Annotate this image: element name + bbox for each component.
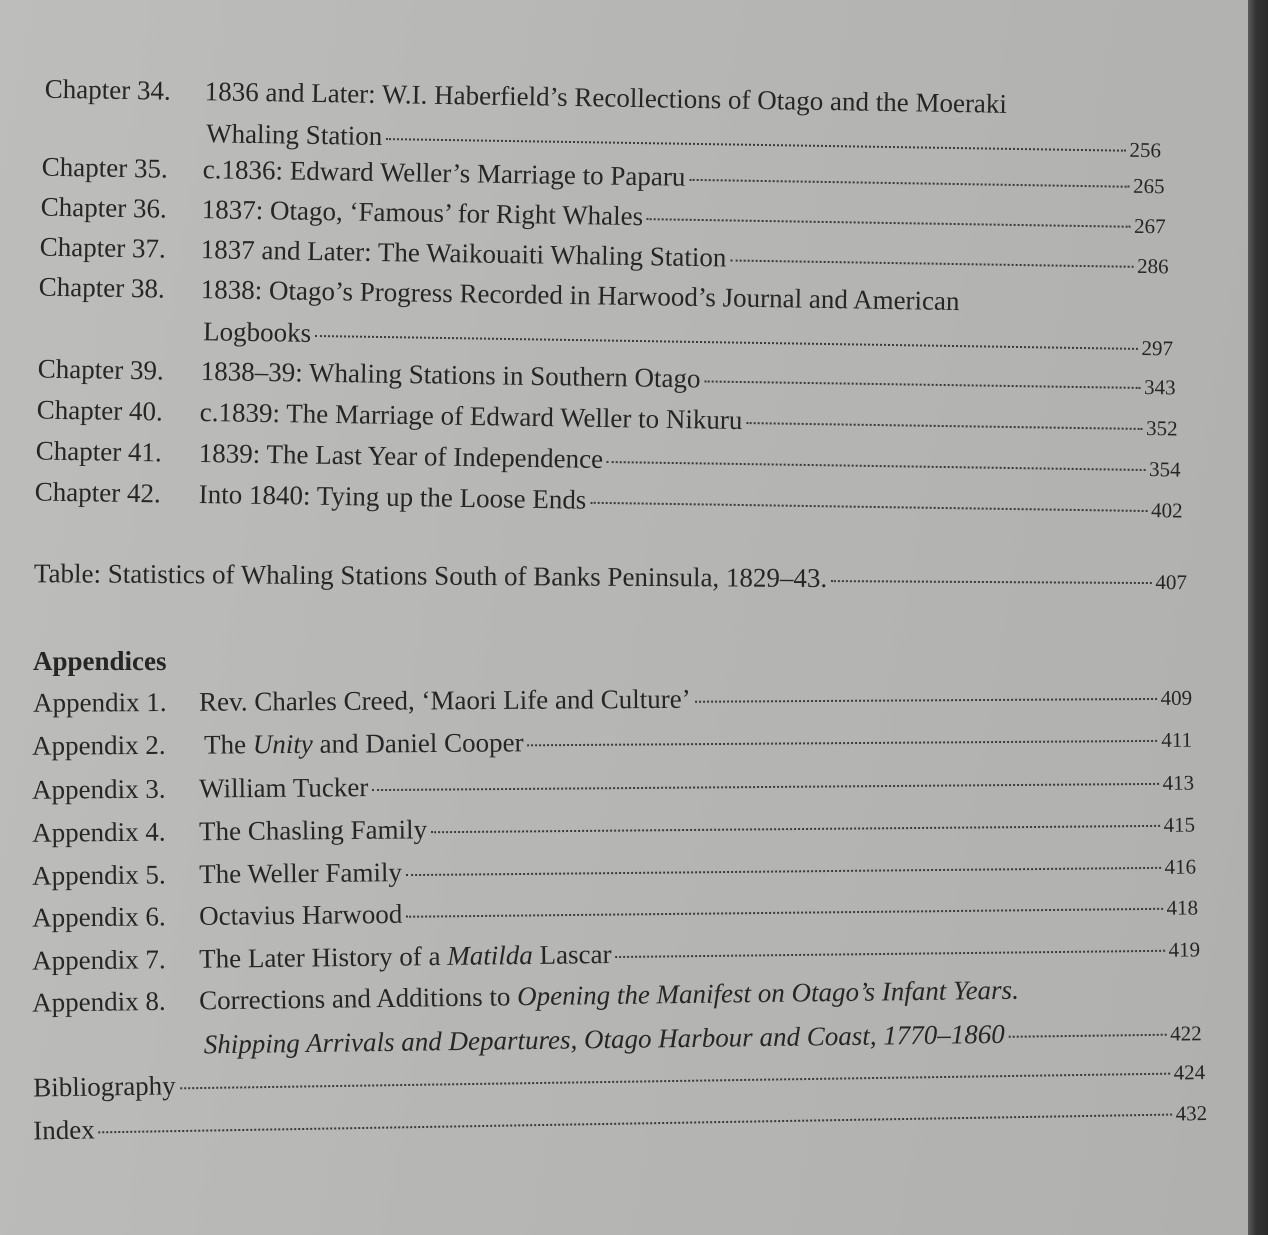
dot-leader — [831, 580, 1151, 584]
page-number: 422 — [1170, 1021, 1202, 1046]
chapter-title-text: 1837: Otago, ‘Famous’ for Right Whales — [201, 194, 644, 232]
chapter-title-text: 1838–39: Whaling Stations in Southern Otago — [200, 355, 701, 394]
appendix-label: Appendix 8. — [31, 985, 166, 1018]
chapter-title-line1: 1836 and Later: W.I. Haberfield’s Recollections of Otago and the Moeraki — [204, 76, 1008, 119]
chapter-title-text: c.1836: Edward Weller’s Marriage to Paparu — [202, 154, 686, 192]
dot-leader — [730, 259, 1133, 267]
appendix-title-text — [204, 729, 524, 758]
page-number: 409 — [1160, 685, 1193, 710]
dot-leader — [528, 740, 1158, 746]
page-number: 354 — [1148, 457, 1181, 482]
page-number: 256 — [1129, 137, 1162, 163]
table-title-text: Table: Statistics of Whaling Stations South of Banks Peninsula, 1829–43. — [33, 558, 828, 594]
page-number: 286 — [1136, 253, 1169, 279]
appendix-title-text: The Chasling Family — [198, 814, 428, 847]
page-number: 265 — [1132, 173, 1165, 199]
chapter-title-text: Into 1840: Tying up the Loose Ends — [198, 478, 587, 515]
page-number: 419 — [1168, 937, 1201, 962]
toc-entry-appendix-5[interactable] — [0, 851, 1248, 897]
dot-leader — [431, 825, 1160, 833]
chapter-title-text: Whaling Station — [205, 118, 383, 152]
index-text: Index — [32, 1114, 95, 1146]
page-number: 424 — [1173, 1060, 1206, 1085]
dot-leader — [746, 422, 1142, 430]
appendix-label: Appendix 1. — [32, 686, 167, 718]
chapter-label: Chapter 40. — [36, 394, 163, 427]
title-prefix: The Later History of a — [198, 940, 448, 974]
appendix-label: Appendix 7. — [31, 944, 166, 976]
appendix-title — [199, 934, 1200, 972]
ship-name: Unity — [252, 728, 313, 760]
page-number: 415 — [1163, 812, 1196, 837]
appendix-title-text: Shipping Arrivals and Departures, Otago Harbour and Coast, 1770–1860 — [203, 1018, 1005, 1060]
dot-leader — [1009, 1034, 1166, 1038]
toc-entry-appendix-1[interactable] — [0, 682, 1248, 724]
chapter-title — [199, 396, 1178, 441]
dot-leader — [647, 218, 1130, 228]
book-title: Opening the Manifest on Otago’s Infant Years. — [516, 974, 1020, 1012]
chapter-label: Chapter 34. — [44, 73, 171, 106]
chapter-title — [198, 437, 1181, 482]
page-number: 267 — [1133, 213, 1166, 239]
dot-leader — [386, 138, 1125, 152]
toc-entry-appendix-3[interactable] — [0, 767, 1248, 811]
toc-entry-appendix-8[interactable] — [0, 974, 1248, 1070]
dot-leader — [406, 908, 1162, 918]
appendix-title — [204, 725, 1192, 759]
appendix-title — [199, 810, 1195, 846]
table-title — [34, 560, 1187, 594]
page-number: 297 — [1141, 335, 1174, 361]
appendix-label: Appendix 5. — [31, 859, 166, 891]
dot-leader — [372, 783, 1158, 791]
appendix-title-line2 — [204, 1018, 1202, 1058]
page-number: 413 — [1162, 770, 1195, 795]
appendix-label: Appendix 3. — [31, 773, 166, 805]
chapter-title-line2 — [203, 318, 1173, 360]
chapter-title-text: Logbooks — [202, 316, 312, 348]
dot-leader — [689, 179, 1129, 188]
page-number: 416 — [1164, 854, 1197, 879]
chapter-label: Chapter 38. — [38, 271, 165, 304]
appendix-title-text: William Tucker — [198, 772, 369, 804]
title-suffix: Lascar — [532, 939, 612, 970]
page-number: 432 — [1175, 1100, 1208, 1126]
appendix-label: Appendix 2. — [31, 729, 166, 761]
dot-leader — [607, 461, 1145, 471]
dot-leader — [180, 1073, 1170, 1090]
chapter-label: Chapter 42. — [34, 476, 161, 509]
page-number: 418 — [1166, 895, 1199, 920]
appendix-title-text — [199, 941, 612, 973]
page-number: 402 — [1150, 498, 1183, 523]
appendix-title-line1 — [198, 974, 1020, 1016]
appendix-title — [199, 683, 1192, 716]
appendix-title-text: Rev. Charles Creed, ‘Maori Life and Culture’ — [198, 683, 691, 717]
title-suffix: and Daniel Cooper — [312, 727, 524, 759]
appendix-title — [199, 768, 1194, 803]
appendix-title — [199, 852, 1196, 889]
chapter-label: Chapter 35. — [41, 151, 168, 184]
dot-leader — [615, 950, 1164, 958]
chapter-label: Chapter 41. — [35, 435, 162, 468]
chapter-title-text: c.1839: The Marriage of Edward Weller to Nikuru — [199, 396, 743, 436]
dot-leader — [704, 380, 1140, 388]
dot-leader — [406, 867, 1161, 876]
page-number: 343 — [1143, 374, 1176, 400]
page-number: 352 — [1145, 416, 1178, 441]
toc-entry-appendix-7[interactable] — [0, 934, 1248, 982]
page-number: 411 — [1161, 727, 1193, 752]
dot-leader — [590, 502, 1147, 512]
page-edge-shadow — [1248, 0, 1268, 1235]
toc-entry-appendix-6[interactable] — [0, 892, 1248, 939]
appendix-title-text: Octavius Harwood — [198, 898, 403, 931]
title-prefix: Corrections and Additions to — [198, 981, 518, 1016]
chapter-title-text: 1839: The Last Year of Independence — [198, 437, 604, 474]
page-number: 407 — [1155, 570, 1187, 595]
chapter-label: Chapter 39. — [37, 353, 164, 386]
appendix-title-text: The Weller Family — [198, 857, 403, 890]
appendix-label: Appendix 6. — [31, 901, 166, 933]
chapter-title — [198, 478, 1183, 523]
title-prefix: The — [203, 729, 253, 760]
dot-leader — [695, 698, 1157, 703]
chapter-label: Chapter 37. — [39, 231, 166, 264]
dot-leader — [315, 335, 1137, 350]
bibliography-text: Bibliography — [32, 1070, 176, 1103]
appendices-heading: Appendices — [33, 646, 167, 676]
toc-entry-table[interactable] — [0, 560, 1248, 602]
chapter-label: Chapter 36. — [40, 191, 167, 224]
chapter-title-line1: 1838: Otago’s Progress Recorded in Harwood’s Journal and American — [200, 274, 960, 317]
appendix-title — [199, 892, 1198, 929]
dot-leader — [99, 1114, 1172, 1134]
toc-entry-appendix-4[interactable] — [0, 809, 1248, 854]
ship-name: Matilda — [447, 939, 533, 971]
appendix-label: Appendix 4. — [31, 816, 166, 848]
toc-entry-appendix-2[interactable] — [0, 724, 1248, 767]
chapter-title-text: 1837 and Later: The Waikouaiti Whaling Station — [200, 234, 727, 273]
